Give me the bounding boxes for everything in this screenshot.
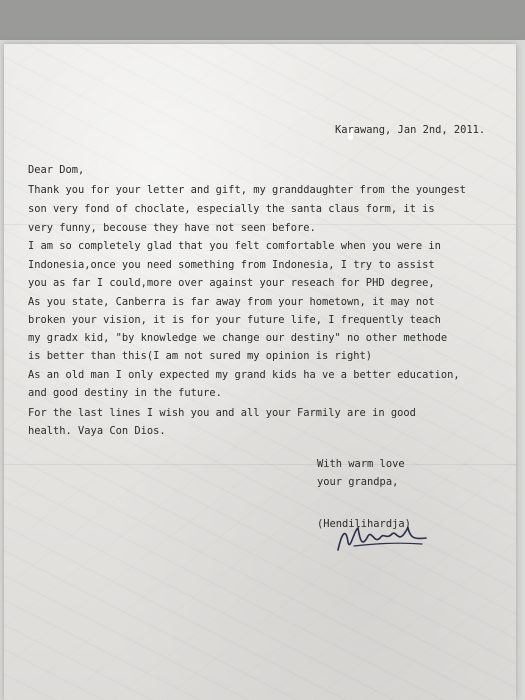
paragraph-2-line: I am so completely glad that you felt comfortable when you were in	[28, 240, 441, 252]
paper-fold	[4, 464, 516, 465]
paragraph-4-line: and good destiny in the future.	[28, 387, 222, 399]
letter-paper	[4, 44, 516, 700]
paragraph-1-line: son very fond of choclate, especially the santa claus form, it is	[28, 203, 435, 215]
paragraph-3-line: is better than this(I am not sured my opinion is right)	[28, 350, 373, 362]
paragraph-2-line: you as far I could,more over against your reseach for PHD degree,	[28, 277, 435, 289]
letter-salutation: Dear Dom,	[28, 164, 85, 176]
paragraph-2-line: Indonesia,once you need something from Indonesia, I try to assist	[28, 259, 435, 271]
letter-date: Karawang, Jan 2nd, 2011.	[335, 124, 486, 136]
paragraph-5-line: For the last lines I wish you and all your Farmily are in good	[28, 407, 416, 419]
closing-line-1: With warm love	[317, 458, 405, 470]
paragraph-1-line: Thank you for your letter and gift, my granddaughter from the youngest	[28, 184, 466, 196]
paragraph-3-line: As you state, Canberra is far away from your hometown, it may not	[28, 296, 435, 308]
signature-name: (Hendilihardja)	[317, 518, 411, 530]
closing-line-2: your grandpa,	[317, 476, 399, 488]
paragraph-3-line: broken your vision, it is for your future life, I frequently teach	[28, 314, 441, 326]
paragraph-3-line: my gradx kid, "by knowledge we change our destiny" no other methode	[28, 332, 448, 344]
paragraph-5-line: health. Vaya Con Dios.	[28, 425, 166, 437]
paragraph-1-line: very funny, becouse they have not seen before.	[28, 222, 316, 234]
paragraph-4-line: As an old man I only expected my grand kids ha ve a better education,	[28, 369, 460, 381]
